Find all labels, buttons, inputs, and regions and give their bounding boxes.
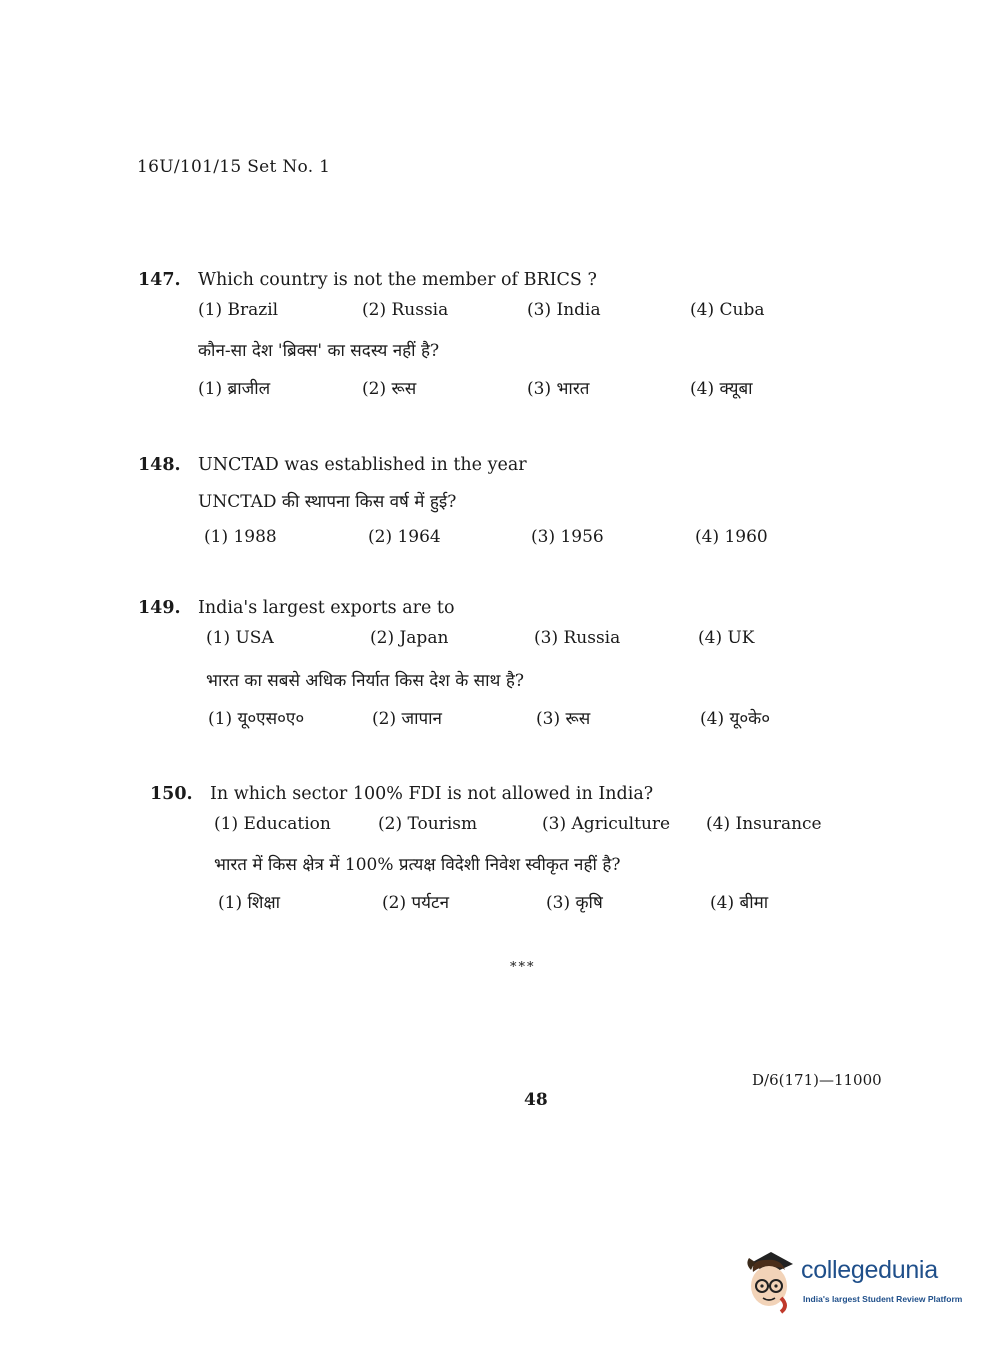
option-1: (1) 1988 [204, 527, 277, 547]
question-text-en: Which country is not the member of BRICS ? [198, 270, 597, 290]
paper-code: 16U/101/15 Set No. 1 [137, 157, 331, 177]
option-2: (2) Tourism [378, 814, 478, 834]
options-en [138, 292, 838, 326]
option-3: (3) Agriculture [542, 814, 671, 834]
question-text-en: UNCTAD was established in the year [198, 455, 527, 475]
option-1: (1) Brazil [198, 300, 279, 320]
question-148 [138, 453, 838, 553]
question-number: 149. [138, 598, 181, 618]
option-4: (4) 1960 [695, 527, 768, 547]
question-text-hi: UNCTAD की स्थापना किस वर्ष में हुई? [198, 492, 457, 512]
question-text-hi: कौन-सा देश 'ब्रिक्स' का सदस्य नहीं है? [198, 341, 440, 361]
options-hi [150, 882, 850, 916]
option-3-hi: (3) रूस [536, 709, 591, 729]
options-en [138, 519, 838, 553]
question-150 [150, 782, 850, 916]
option-2-hi: (2) रूस [362, 379, 417, 399]
mascot-icon [741, 1250, 799, 1314]
option-1: (1) USA [206, 628, 274, 648]
option-3-hi: (3) भारत [527, 379, 590, 399]
option-2: (2) 1964 [368, 527, 441, 547]
option-3: (3) 1956 [531, 527, 604, 547]
option-4-hi: (4) क्यूबा [690, 379, 753, 399]
question-text-hi: भारत का सबसे अधिक निर्यात किस देश के साथ है? [206, 671, 524, 691]
question-number: 150. [150, 784, 193, 804]
option-4: (4) Cuba [690, 300, 765, 320]
option-4-hi: (4) यू०के० [700, 709, 771, 729]
option-1-hi: (1) शिक्षा [218, 893, 281, 913]
page-number: 48 [524, 1090, 548, 1110]
question-number: 147. [138, 270, 181, 290]
logo-wordmark: collegedunia [801, 1256, 938, 1284]
question-147 [138, 268, 838, 402]
option-3: (3) Russia [534, 628, 621, 648]
question-149 [138, 596, 838, 732]
question-text-en: In which sector 100% FDI is not allowed in India? [210, 784, 654, 804]
option-2: (2) Russia [362, 300, 449, 320]
question-text-hi: भारत में किस क्षेत्र में 100% प्रत्यक्ष विदेशी निवेश स्वीकृत नहीं है? [214, 855, 621, 875]
collegedunia-logo [741, 1250, 971, 1314]
options-hi [138, 368, 838, 402]
option-3: (3) India [527, 300, 601, 320]
options-hi [138, 698, 838, 732]
option-4-hi: (4) बीमा [710, 893, 769, 913]
end-stars: *** [510, 960, 536, 975]
option-3-hi: (3) कृषि [546, 893, 603, 913]
logo-tagline: India's largest Student Review Platform [803, 1294, 963, 1304]
option-1-hi: (1) यू०एस०ए० [208, 709, 305, 729]
question-text-en: India's largest exports are to [198, 598, 455, 618]
option-1: (1) Education [214, 814, 331, 834]
option-2-hi: (2) पर्यटन [382, 893, 450, 913]
print-code: D/6(171)—11000 [752, 1071, 882, 1089]
option-4: (4) UK [698, 628, 755, 648]
question-number: 148. [138, 455, 181, 475]
options-en [150, 806, 850, 840]
option-4: (4) Insurance [706, 814, 822, 834]
option-2-hi: (2) जापान [372, 709, 442, 729]
option-2: (2) Japan [370, 628, 449, 648]
options-en [138, 620, 838, 654]
option-1-hi: (1) ब्राजील [198, 379, 271, 399]
